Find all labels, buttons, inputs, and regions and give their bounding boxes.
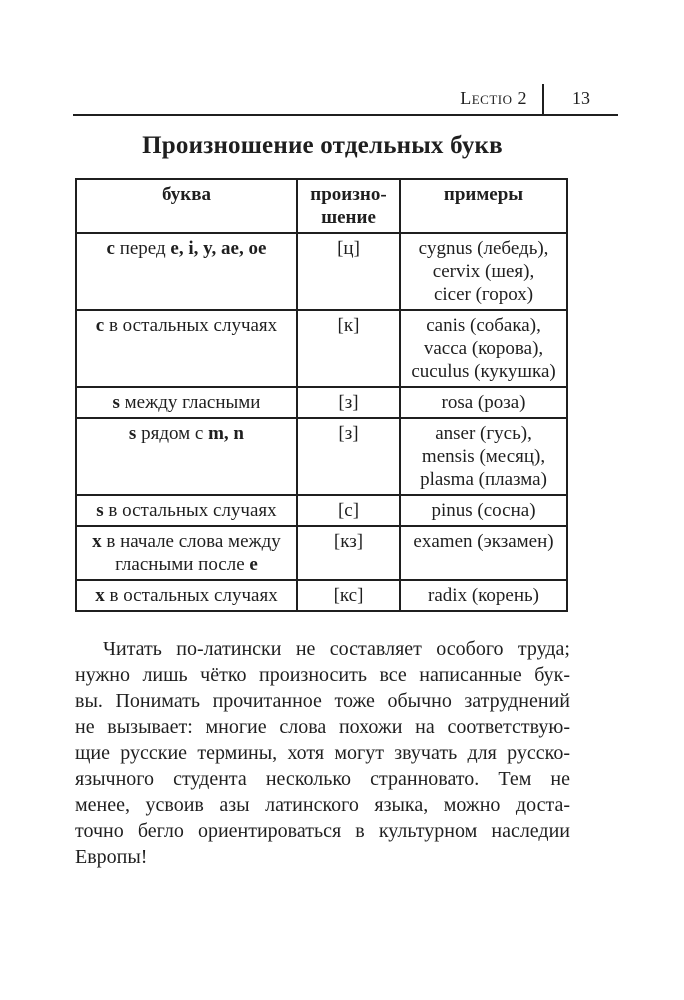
body-paragraph bbox=[75, 636, 570, 870]
section-title: Произношение отдельных букв bbox=[142, 132, 503, 159]
paragraph-line: вы. Понимать прочитанное тоже обычно затруднений bbox=[75, 690, 570, 712]
letter-cell: s в остальных случаях bbox=[76, 495, 297, 526]
table-row bbox=[76, 526, 567, 580]
examples-cell: anser (гусь), mensis (месяц), plasma (плазма) bbox=[400, 418, 567, 495]
table-row bbox=[76, 580, 567, 611]
column-header: произно- шение bbox=[297, 179, 400, 233]
pronunciation-cell: [кс] bbox=[297, 580, 400, 611]
table-header-row bbox=[76, 179, 567, 233]
letter-cell: x в остальных случаях bbox=[76, 580, 297, 611]
pronunciation-cell: [ц] bbox=[297, 233, 400, 310]
paragraph-line: Европы! bbox=[75, 846, 148, 868]
running-title: Lectio 2 bbox=[460, 88, 527, 108]
letter-cell: c перед e, i, y, ae, oe bbox=[76, 233, 297, 310]
pronunciation-table bbox=[75, 178, 568, 612]
pronunciation-cell: [кз] bbox=[297, 526, 400, 580]
table-row bbox=[76, 310, 567, 387]
examples-cell: radix (корень) bbox=[400, 580, 567, 611]
pronunciation-cell: [з] bbox=[297, 418, 400, 495]
paragraph-line: язычного студента несколько странновато. Тем не bbox=[75, 768, 570, 790]
examples-cell: cygnus (лебедь), cervix (шея), cicer (горох) bbox=[400, 233, 567, 310]
letter-cell: s между гласными bbox=[76, 387, 297, 418]
table-row bbox=[76, 233, 567, 310]
page-number: 13 bbox=[572, 88, 590, 108]
paragraph-line: менее, усвоив азы латинского языка, можно доста- bbox=[75, 794, 570, 816]
running-head bbox=[73, 84, 618, 116]
pronunciation-cell: [к] bbox=[297, 310, 400, 387]
paragraph-line: нужно лишь чётко произносить все написанные бук- bbox=[75, 664, 570, 686]
table-row bbox=[76, 418, 567, 495]
column-header: буква bbox=[76, 179, 297, 233]
examples-cell: rosa (роза) bbox=[400, 387, 567, 418]
paragraph-line: точно бегло ориентироваться в культурном наследии bbox=[75, 820, 570, 842]
examples-cell: examen (экзамен) bbox=[400, 526, 567, 580]
examples-cell: canis (собака), vacca (корова), cuculus (кукушка) bbox=[400, 310, 567, 387]
examples-cell: pinus (сосна) bbox=[400, 495, 567, 526]
paragraph-line: не вызывает: многие слова похожи на соответствую- bbox=[75, 716, 570, 738]
letter-cell: s рядом с m, n bbox=[76, 418, 297, 495]
letter-cell: x в начале слова между гласными после e bbox=[76, 526, 297, 580]
column-header: примеры bbox=[400, 179, 567, 233]
table-row bbox=[76, 495, 567, 526]
paragraph-line: щие русские термины, хотя могут звучать для русско- bbox=[75, 742, 570, 764]
paragraph-line: Читать по-латински не составляет особого труда; bbox=[103, 638, 570, 660]
table-row bbox=[76, 387, 567, 418]
page-content bbox=[75, 131, 570, 870]
pronunciation-cell: [с] bbox=[297, 495, 400, 526]
pronunciation-cell: [з] bbox=[297, 387, 400, 418]
letter-cell: c в остальных случаях bbox=[76, 310, 297, 387]
